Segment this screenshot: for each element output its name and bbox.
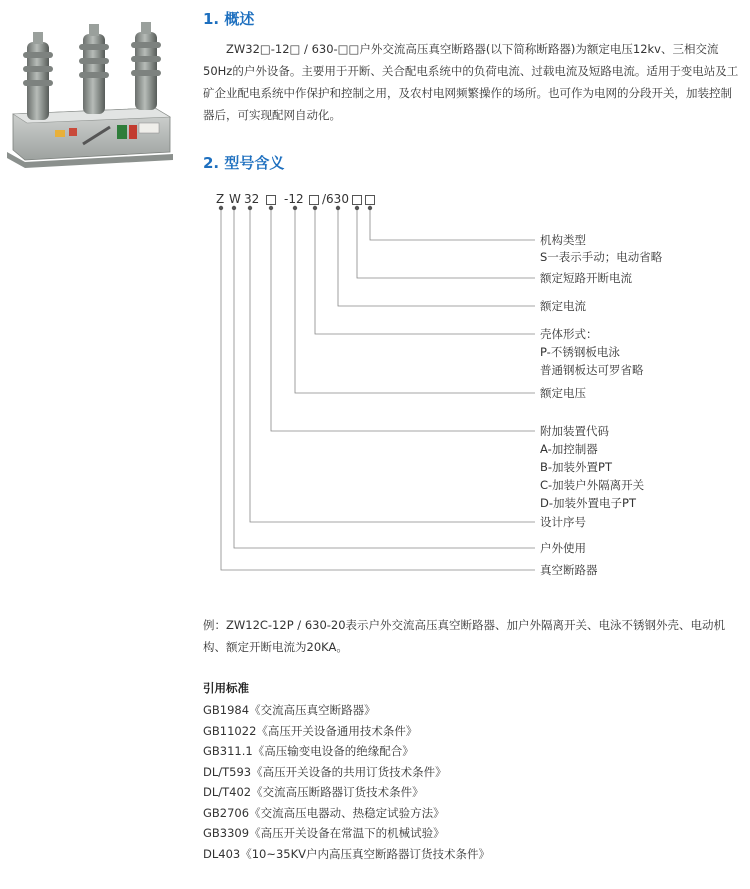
reference-item: GB311.1《高压输变电设备的绝缘配合》 <box>203 744 414 758</box>
reference-item: DL/T402《交流高压断路器订货技术条件》 <box>203 785 424 799</box>
reference-item: GB3309《高压开关设备在常温下的机械试验》 <box>203 826 445 840</box>
label-shell-p: P-不锈钢板电泳 <box>540 345 620 359</box>
overview-paragraph: ZW32□-12□ / 630-□□户外交流高压真空断路器(以下简称断路器)为额定电压12kv、三相交流50Hz的户外设备。主要用于开断、关合配电系统中的负荷电流、过载电流及短路电流。适用于变电站及工矿企业配电系统中作保护和控制之用，及农村电网频繁操作的场所。也可作为电网的分段开关，加装控制器后，可实现配网自动化。 <box>203 42 739 122</box>
label-design-serial: 设计序号 <box>540 515 586 529</box>
code-w: W <box>229 192 241 206</box>
code-shell-placeholder-box <box>309 195 319 205</box>
label-aux-b: B-加装外置PT <box>540 460 612 474</box>
code-z: Z <box>216 192 225 206</box>
label-shell-normal: 普通钢板达可罗省略 <box>540 363 644 377</box>
label-aux-a: A-加控制器 <box>540 442 598 456</box>
label-aux-c: C-加装户外隔离开关 <box>540 478 645 492</box>
code-series-number: 32 <box>244 192 260 206</box>
code-short-circuit-placeholder-box <box>352 195 362 205</box>
label-mechanism-type: 机构类型 <box>540 233 586 247</box>
code-mechanism-placeholder-box <box>365 195 375 205</box>
code-rated-current: /630 <box>322 192 349 206</box>
reference-item: GB11022《高压开关设备通用技术条件》 <box>203 723 418 738</box>
references-title: 引用标准 <box>203 681 249 695</box>
label-shell-form: 壳体形式： <box>540 327 598 341</box>
label-mechanism-desc: S一表示手动；电动省略 <box>540 250 663 264</box>
label-aux-code: 附加装置代码 <box>540 424 609 438</box>
section-overview-title: 1. 概述 <box>203 10 255 28</box>
references-list <box>203 700 490 864</box>
reference-item: GB2706《交流高压电器动、热稳定试验方法》 <box>203 805 445 820</box>
label-vacuum-breaker: 真空断路器 <box>540 563 598 577</box>
example-paragraph: 例：ZW12C-12P / 630-20表示户外交流高压真空断路器、加户外隔离开关、电泳不锈钢外壳、电动机构、额定开断电流为20KA。 <box>203 618 726 654</box>
code-aux-placeholder-box <box>266 195 276 205</box>
section-model-meaning-title: 2. 型号含义 <box>203 154 285 172</box>
reference-item: GB1984《交流高压真空断路器》 <box>203 703 376 717</box>
label-short-circuit-current: 额定短路开断电流 <box>540 271 632 285</box>
label-aux-d: D-加装外置电子PT <box>540 496 636 510</box>
reference-item: DL/T593《高压开关设备的共用订货技术条件》 <box>203 764 447 779</box>
label-rated-current: 额定电流 <box>540 299 586 313</box>
circuit-breaker-product-image <box>5 22 175 170</box>
reference-item: DL403《10~35KV户内高压真空断路器订货技术条件》 <box>203 846 491 861</box>
label-rated-voltage: 额定电压 <box>540 386 586 400</box>
code-rated-voltage: -12 <box>284 192 304 206</box>
label-outdoor-use: 户外使用 <box>540 541 586 555</box>
